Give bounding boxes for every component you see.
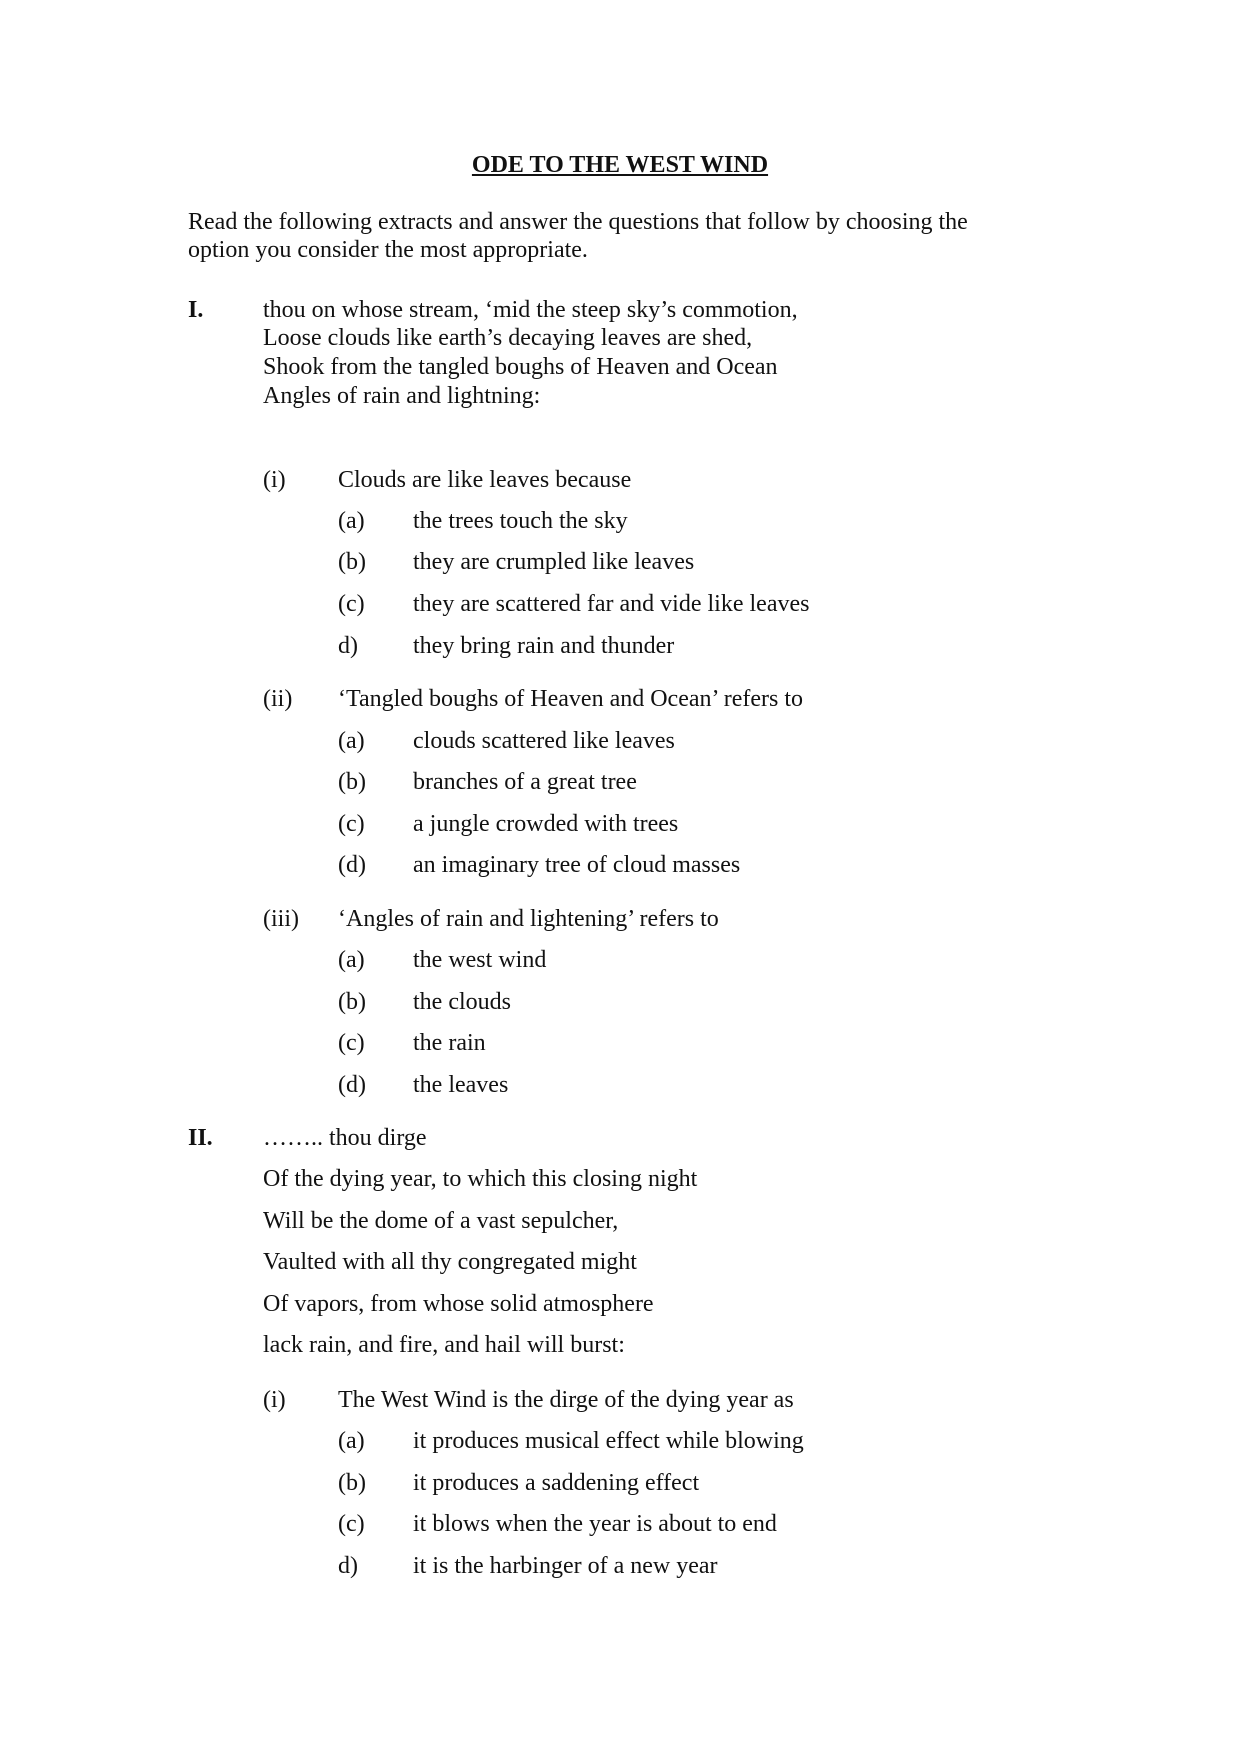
extract-1-line: thou on whose stream, ‘mid the steep sky’s commotion,: [263, 297, 798, 323]
extract-2-line: Will be the dome of a vast sepulcher,: [263, 1208, 619, 1234]
option-text: the leaves: [413, 1072, 509, 1098]
option-text: the west wind: [413, 947, 547, 973]
instruction-line-2: option you consider the most appropriate.: [188, 237, 588, 263]
extract-1-line: Shook from the tangled boughs of Heaven and Ocean: [263, 354, 778, 380]
extract-2-label: II.: [188, 1125, 213, 1151]
question-number: (i): [263, 1387, 286, 1413]
question-number: (iii): [263, 906, 299, 932]
option-text: branches of a great tree: [413, 769, 637, 795]
option-label: (b): [338, 1470, 366, 1496]
option-label: (a): [338, 728, 365, 754]
extract-1-label: I.: [188, 297, 204, 323]
question-text: The West Wind is the dirge of the dying year as: [338, 1387, 794, 1413]
extract-1-line: Loose clouds like earth’s decaying leaves are shed,: [263, 325, 753, 351]
extract-2-line: Of vapors, from whose solid atmosphere: [263, 1291, 654, 1317]
option-text: they are scattered far and vide like leaves: [413, 591, 810, 617]
option-text: clouds scattered like leaves: [413, 728, 675, 754]
option-text: they bring rain and thunder: [413, 633, 675, 659]
option-text: the rain: [413, 1030, 486, 1056]
question-text: ‘Tangled boughs of Heaven and Ocean’ refers to: [338, 686, 804, 712]
option-label: (d): [338, 852, 366, 878]
question-text: ‘Angles of rain and lightening’ refers to: [338, 906, 719, 932]
option-label: (d): [338, 1072, 366, 1098]
question-number: (ii): [263, 686, 293, 712]
option-label: d): [338, 1553, 358, 1579]
extract-1-line: Angles of rain and lightning:: [263, 383, 541, 409]
option-text: it produces a saddening effect: [413, 1470, 700, 1496]
instructions: [188, 208, 1058, 264]
option-label: (a): [338, 947, 365, 973]
option-label: (a): [338, 1428, 365, 1454]
option-label: d): [338, 633, 358, 659]
option-text: it blows when the year is about to end: [413, 1511, 777, 1537]
option-label: (c): [338, 1511, 365, 1537]
extract-2-line: lack rain, and fire, and hail will burst:: [263, 1332, 625, 1358]
extract-2-line: Vaulted with all thy congregated might: [263, 1249, 637, 1275]
option-text: the clouds: [413, 989, 511, 1015]
option-label: (a): [338, 508, 365, 534]
question-number: (i): [263, 467, 286, 493]
option-label: (b): [338, 989, 366, 1015]
option-text: the trees touch the sky: [413, 508, 628, 534]
question-text: Clouds are like leaves because: [338, 467, 632, 493]
extract-2-line: …….. thou dirge: [263, 1125, 427, 1151]
option-text: an imaginary tree of cloud masses: [413, 852, 741, 878]
option-label: (b): [338, 549, 366, 575]
option-label: (c): [338, 1030, 365, 1056]
option-text: they are crumpled like leaves: [413, 549, 695, 575]
option-label: (b): [338, 769, 366, 795]
instruction-line-1: Read the following extracts and answer the questions that follow by choosing the: [188, 209, 968, 235]
page-title: ODE TO THE WEST WIND: [471, 152, 769, 178]
option-label: (c): [338, 811, 365, 837]
option-label: (c): [338, 591, 365, 617]
option-text: it is the harbinger of a new year: [413, 1553, 718, 1579]
option-text: a jungle crowded with trees: [413, 811, 679, 837]
option-text: it produces musical effect while blowing: [413, 1428, 804, 1454]
extract-2-line: Of the dying year, to which this closing night: [263, 1166, 698, 1192]
